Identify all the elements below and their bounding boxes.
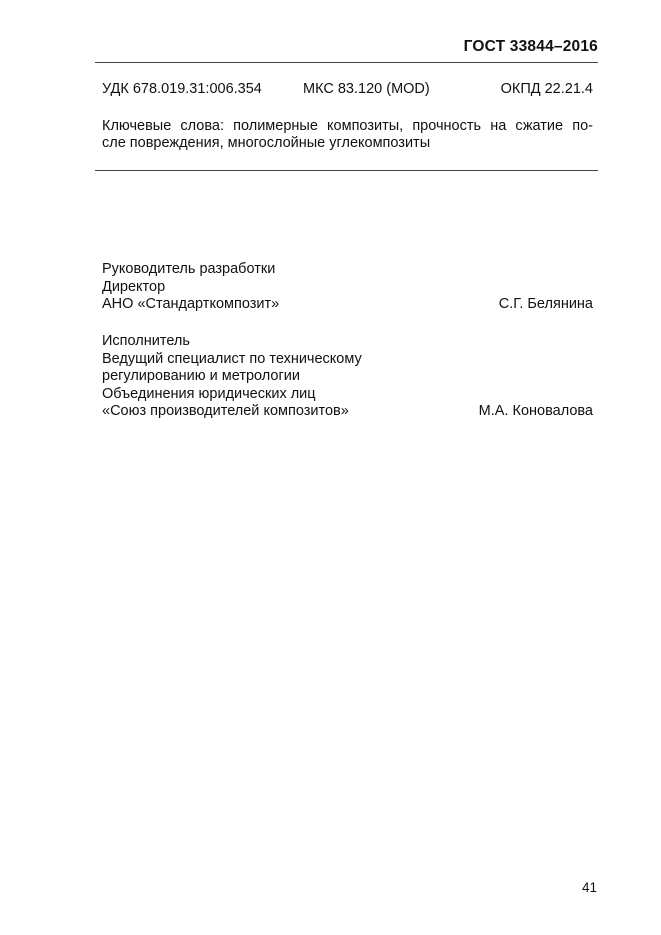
executor-organization-line <box>102 403 593 421</box>
developer-organization-line <box>102 296 593 314</box>
executor-name: М.А. Коновалова <box>478 403 593 419</box>
developer-name: С.Г. Белянина <box>498 296 593 312</box>
executor-position-line: Ведущий специалист по техническому <box>102 350 362 367</box>
document-code: ГОСТ 33844–2016 <box>463 38 598 55</box>
executor-organization-line: Объединения юридических лиц <box>102 385 316 402</box>
executor-position-line: регулированию и метрологии <box>102 368 300 384</box>
udc-code: УДК 678.019.31:006.354 <box>102 81 262 97</box>
okpd-code: ОКПД 22.21.4 <box>500 81 593 97</box>
top-divider <box>95 62 598 63</box>
developer-position: Директор <box>102 278 166 295</box>
developer-role: Руководитель разработки <box>102 261 276 277</box>
developer-organization: АНО «Стандарткомпозит» <box>102 296 280 312</box>
mks-code: МКС 83.120 (MOD) <box>303 81 430 97</box>
section-divider <box>95 170 598 171</box>
developer-block <box>102 261 593 314</box>
executor-role: Исполнитель <box>102 333 190 349</box>
executor-block <box>102 333 593 421</box>
keywords-line: Ключевые слова: полимерные композиты, прочность на сжатие по- <box>102 118 593 134</box>
keywords-line: сле повреждения, многослойные углекомпозиты <box>102 135 431 151</box>
page-number: 41 <box>581 880 597 895</box>
keywords-paragraph <box>102 118 593 152</box>
executor-organization: «Союз производителей композитов» <box>102 403 349 419</box>
